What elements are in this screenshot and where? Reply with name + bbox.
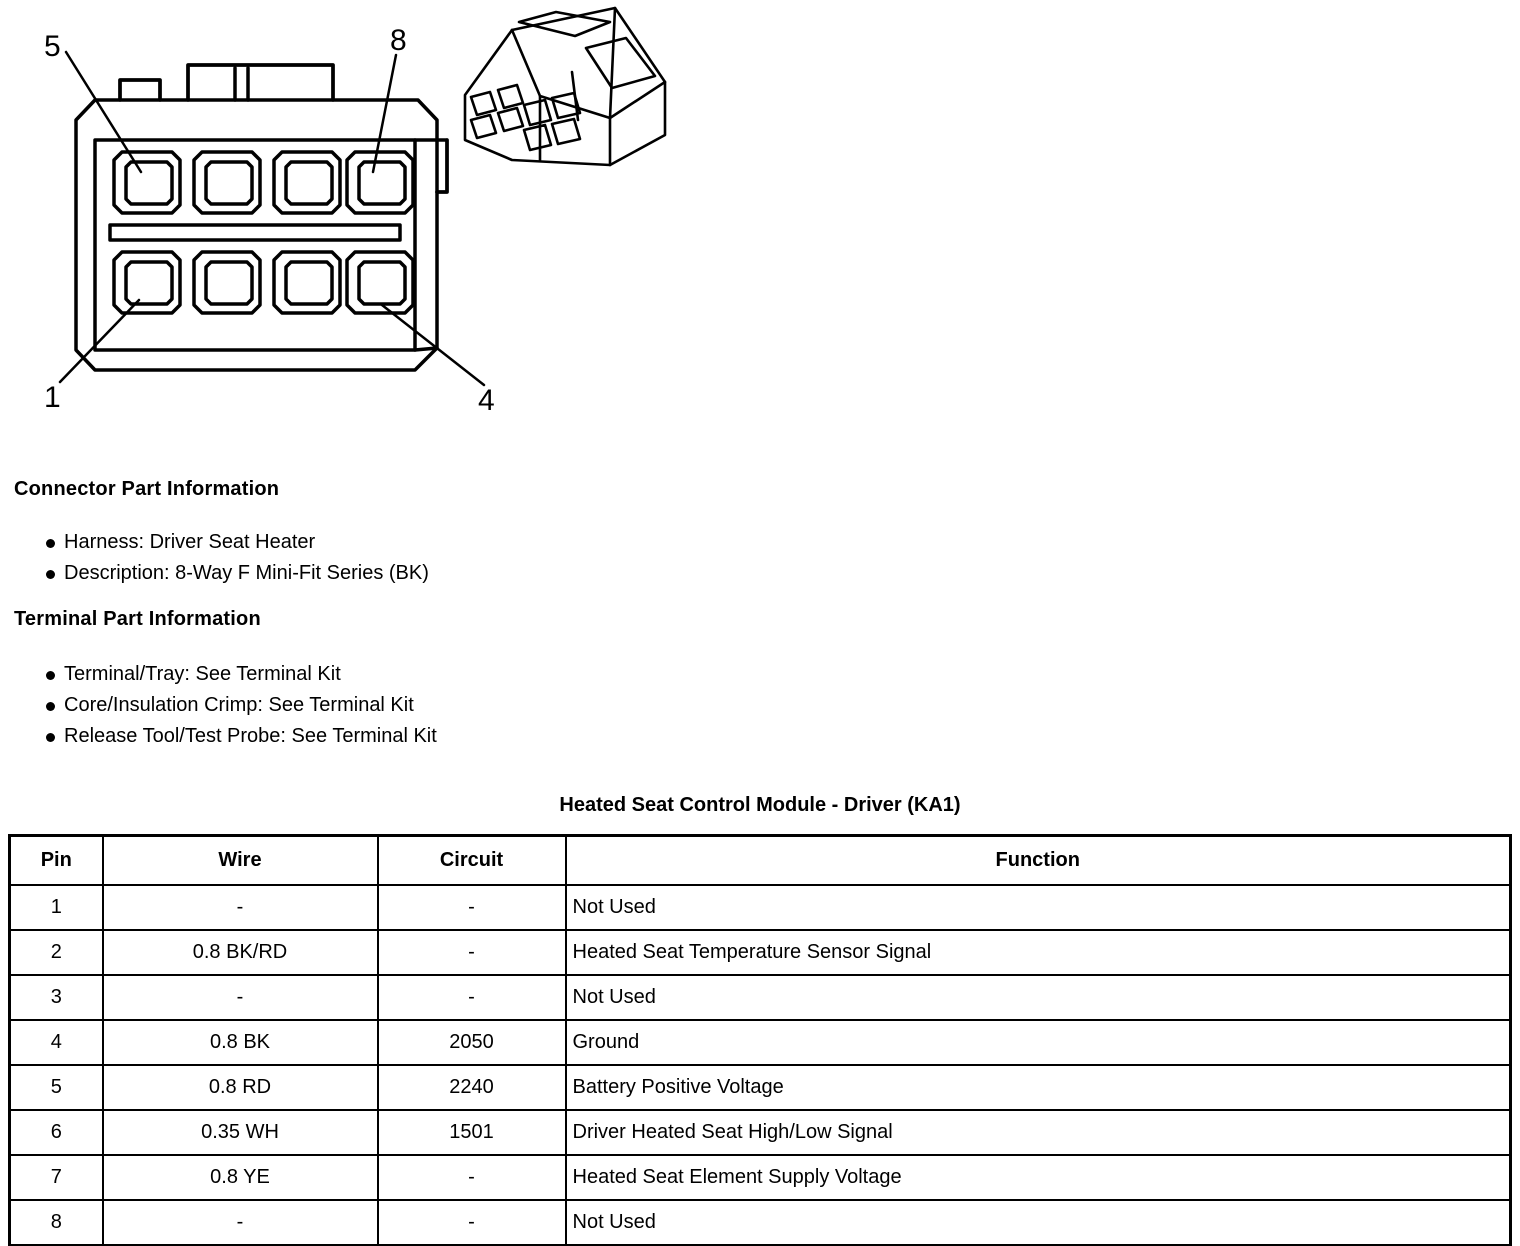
cell-circuit: 2050	[378, 1020, 566, 1065]
column-header-function: Function	[566, 836, 1511, 886]
table-row	[10, 1155, 1511, 1200]
column-header-pin: Pin	[10, 836, 103, 886]
cell-circuit: 2240	[378, 1065, 566, 1110]
table-row	[10, 1065, 1511, 1110]
cell-circuit: -	[378, 1155, 566, 1200]
list-item-label: Core/Insulation Crimp: See Terminal Kit	[64, 694, 414, 716]
table-row	[10, 975, 1511, 1020]
connector-part-information-heading: Connector Part Information	[14, 478, 280, 500]
cell-circuit: 1501	[378, 1110, 566, 1155]
cell-wire: -	[103, 975, 378, 1020]
cell-function: Battery Positive Voltage	[566, 1065, 1511, 1110]
cell-function: Not Used	[566, 1200, 1511, 1245]
table-header-row	[10, 836, 1511, 886]
table-row	[10, 1110, 1511, 1155]
list-item-label: Terminal/Tray: See Terminal Kit	[64, 663, 341, 685]
bullet-icon	[46, 570, 55, 579]
connector-part-information-list	[14, 527, 429, 589]
bullet-icon	[46, 733, 55, 742]
callout-5: 5	[44, 30, 61, 63]
bullet-icon	[46, 702, 55, 711]
cell-pin: 5	[10, 1065, 103, 1110]
list-item	[14, 721, 437, 752]
cell-pin: 8	[10, 1200, 103, 1245]
list-item-label: Release Tool/Test Probe: See Terminal Kit	[64, 725, 437, 747]
cell-pin: 7	[10, 1155, 103, 1200]
cell-wire: 0.35 WH	[103, 1110, 378, 1155]
pin-table	[8, 834, 1512, 1246]
table-row	[10, 1200, 1511, 1245]
column-header-circuit: Circuit	[378, 836, 566, 886]
connector-diagram	[0, 0, 1520, 450]
cell-wire: 0.8 RD	[103, 1065, 378, 1110]
cell-wire: -	[103, 885, 378, 930]
cell-function: Not Used	[566, 975, 1511, 1020]
callout-4: 4	[478, 384, 495, 417]
table-row	[10, 885, 1511, 930]
callout-8: 8	[390, 24, 407, 57]
list-item	[14, 659, 437, 690]
cell-circuit: -	[378, 885, 566, 930]
list-item-label: Harness: Driver Seat Heater	[64, 531, 316, 553]
list-item	[14, 690, 437, 721]
terminal-part-information-list	[14, 659, 437, 752]
cell-wire: -	[103, 1200, 378, 1245]
list-item-label: Description: 8-Way F Mini-Fit Series (BK)	[64, 562, 429, 584]
cell-wire: 0.8 BK/RD	[103, 930, 378, 975]
bullet-icon	[46, 671, 55, 680]
table-row	[10, 930, 1511, 975]
cell-circuit: -	[378, 975, 566, 1020]
pin-table-container	[8, 834, 1512, 1246]
cell-pin: 6	[10, 1110, 103, 1155]
connector-diagram-svg	[0, 0, 1520, 450]
cell-function: Driver Heated Seat High/Low Signal	[566, 1110, 1511, 1155]
cell-function: Heated Seat Temperature Sensor Signal	[566, 930, 1511, 975]
cell-function: Not Used	[566, 885, 1511, 930]
bullet-icon	[46, 539, 55, 548]
pin-table-title: Heated Seat Control Module - Driver (KA1)	[559, 794, 961, 816]
cell-pin: 2	[10, 930, 103, 975]
cell-circuit: -	[378, 1200, 566, 1245]
table-row	[10, 1020, 1511, 1065]
list-item	[14, 558, 429, 589]
cell-pin: 1	[10, 885, 103, 930]
cell-function: Ground	[566, 1020, 1511, 1065]
list-item	[14, 527, 429, 558]
cell-circuit: -	[378, 930, 566, 975]
terminal-part-information-heading: Terminal Part Information	[14, 608, 261, 630]
cell-pin: 3	[10, 975, 103, 1020]
callout-1: 1	[44, 381, 61, 414]
cell-pin: 4	[10, 1020, 103, 1065]
cell-wire: 0.8 BK	[103, 1020, 378, 1065]
cell-function: Heated Seat Element Supply Voltage	[566, 1155, 1511, 1200]
cell-wire: 0.8 YE	[103, 1155, 378, 1200]
column-header-wire: Wire	[103, 836, 378, 886]
